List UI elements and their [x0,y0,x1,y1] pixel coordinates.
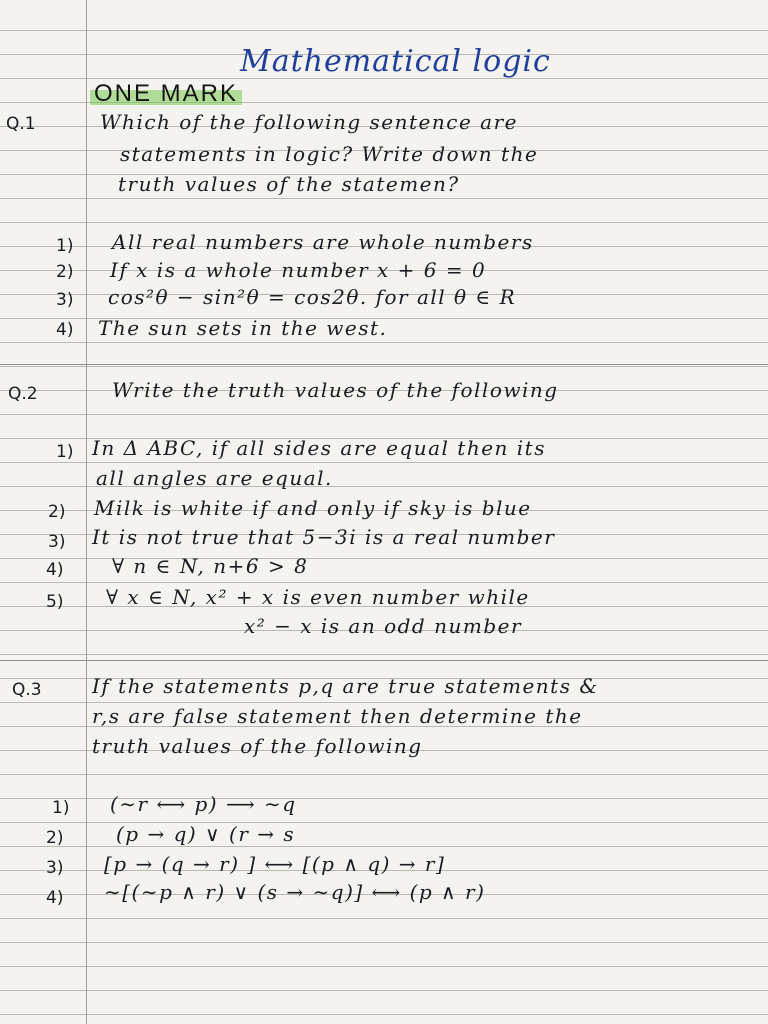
q2-item-number: 1) [56,442,74,462]
q3-question-line: r,s are false statement then determine the [92,704,583,728]
q3-question-line: truth values of the following [92,734,423,758]
q2-item-text: ∀ n ∈ N, n+6 > 8 [112,554,309,578]
q2-item-text: In Δ ABC, if all sides are equal then its [92,436,546,460]
q2-item-number: 5) [46,592,64,612]
q2-item-number: 4) [46,560,64,580]
q2-item-text: It is not true that 5−3i is a real number [92,525,556,549]
q1-item-number: 3) [56,290,74,310]
q3-item-text: (∼r ⟷ p) ⟶ ∼q [110,792,297,816]
q2-label: Q.2 [8,384,38,404]
q3-item-text: ∼[(∼p ∧ r) ∨ (s → ∼q)] ⟷ (p ∧ r) [104,880,486,904]
q1-label: Q.1 [6,114,36,134]
q3-label: Q.3 [12,680,42,700]
q3-item-text: (p → q) ∨ (r → s [116,822,296,846]
q3-item-text: [p → (q → r) ] ⟷ [(p ∧ q) → r] [104,852,446,876]
q1-question-line: Which of the following sentence are [100,110,518,134]
page-title: Mathematical logic [240,44,551,79]
q2-item-text: all angles are equal. [96,466,333,490]
q3-item-number: 2) [46,828,64,848]
q2-question-line: Write the truth values of the following [112,378,559,402]
q1-question-line: truth values of the statemen? [118,172,460,196]
divider [0,364,768,365]
section-heading: ONE MARK [90,80,242,108]
q1-item-text: If x is a whole number x + 6 = 0 [110,258,487,282]
q1-item-text: The sun sets in the west. [98,316,388,340]
margin-line [86,0,87,1024]
q1-item-number: 2) [56,262,74,282]
q3-item-number: 3) [46,858,64,878]
q1-item-text: All real numbers are whole numbers [112,230,534,254]
q2-item-text: ∀ x ∈ N, x² + x is even number while [106,585,530,609]
q1-item-number: 1) [56,236,74,256]
q2-item-number: 3) [48,532,66,552]
q1-item-text: cos²θ − sin²θ = cos2θ. for all θ ∈ R [108,285,517,309]
q1-question-line: statements in logic? Write down the [120,142,539,166]
divider [0,660,768,661]
q2-item-text: Milk is white if and only if sky is blue [94,496,532,520]
q2-item-text: x² − x is an odd number [244,614,523,638]
q3-item-number: 1) [52,798,70,818]
q1-item-number: 4) [56,320,74,340]
q3-question-line: If the statements p,q are true statements & [92,674,599,698]
q3-item-number: 4) [46,888,64,908]
q2-item-number: 2) [48,502,66,522]
